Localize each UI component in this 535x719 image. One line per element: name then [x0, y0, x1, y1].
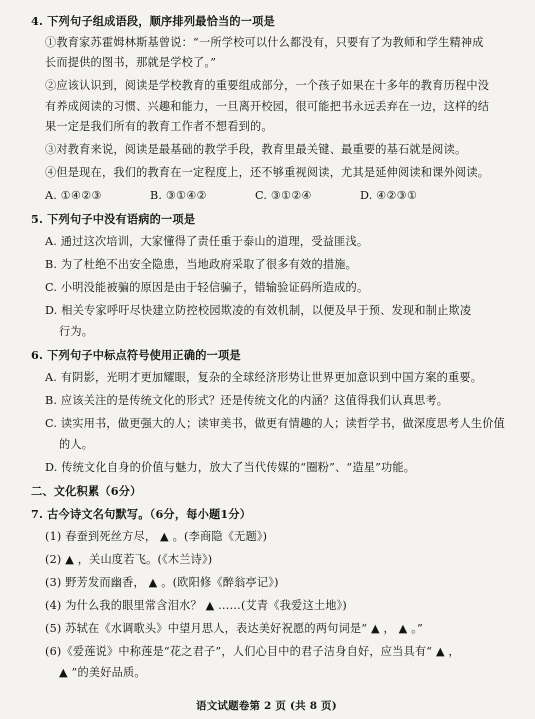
q4-option-c: C. ③①②④	[255, 189, 312, 202]
question-7-stem: 7. 古今诗文名句默写。（6分，每小题1分）	[31, 507, 252, 521]
q7-item-3: (3) 野芳发而幽香， ▲ 。(欧阳修《醉翁亭记》)	[45, 576, 279, 589]
q7-item-6-cont: ▲ ”的美好品质。	[59, 666, 146, 679]
section-2-title: 二、文化积累（6分）	[31, 484, 142, 498]
q5-option-a: A. 通过这次培训，大家懂得了责任重于泰山的道理，受益匪浅。	[45, 235, 369, 248]
q4-sentence-1: ①教育家苏霍姆林斯基曾说：“一所学校可以什么都没有，只要有了为教师和学生精神成	[45, 36, 484, 49]
q4-sentence-2: ②应该认识到，阅读是学校教育的重要组成部分，一个孩子如果在十多年的教育历程中没	[45, 79, 490, 92]
question-4-stem: 4. 下列句子组成语段，顺序排列最恰当的一项是	[31, 14, 275, 28]
q4-option-b: B. ③①④②	[150, 189, 207, 202]
q4-option-a: A. ①④②③	[45, 189, 102, 202]
page-footer: 语文试题卷第 2 页 (共 8 页)	[196, 700, 337, 712]
question-6-stem: 6. 下列句子中标点符号使用正确的一项是	[31, 348, 241, 362]
q7-item-1: (1) 春蚕到死丝方尽， ▲ 。(李商隐《无题》)	[45, 530, 268, 543]
q4-option-d: D. ④②③①	[360, 189, 418, 202]
q6-option-a: A. 有阴影，光明才更加耀眼，复杂的全球经济形势让世界更加意识到中国方案的重要。	[45, 371, 483, 384]
q4-sentence-1-cont: 长而提供的图书，那就是学校了。”	[45, 56, 217, 69]
q4-sentence-4: ④但是现在，我们的教育在一定程度上，还不够重视阅读，尤其是延伸阅读和课外阅读。	[45, 166, 490, 179]
q4-sentence-2-cont: 果一定是我们所有的教育工作者不想看到的。	[45, 120, 273, 133]
q7-item-6: (6)《爱莲说》中称莲是“花之君子”，人们心目中的君子洁身自好，应当具有“ ▲ ，	[45, 645, 460, 658]
q5-option-d-cont: 行为。	[59, 325, 94, 338]
q5-option-d: D. 相关专家呼吁尽快建立防控校园欺凌的有效机制，以便及早于预、发现和制止欺凌	[45, 304, 472, 317]
q7-item-2: (2) ▲ ，关山度若飞。(《木兰诗》)	[45, 553, 213, 566]
q5-option-b: B. 为了杜绝不出安全隐患，当地政府采取了很多有效的措施。	[45, 258, 358, 271]
q6-option-d: D. 传统文化自身的价值与魅力，放大了当代传媒的“圈粉”、“造星”功能。	[45, 461, 416, 474]
question-5-stem: 5. 下列句子中没有语病的一项是	[31, 212, 196, 226]
q4-sentence-3: ③对教育来说，阅读是最基础的教学手段，教育里最关键、最重要的基石就是阅读。	[45, 143, 467, 156]
q6-option-c-cont: 的人。	[59, 438, 94, 451]
q4-sentence-2-cont: 有养成阅读的习惯、兴趣和能力，一旦离开校园，很可能把书永远丢弃在一边，这样的结	[45, 100, 490, 113]
q7-item-4: (4) 为什么我的眼里常含泪水？ ▲ ……(艾青《我爱这土地》)	[45, 599, 347, 612]
q4-options	[45, 189, 465, 203]
q6-option-c: C. 读实用书，做更强大的人；读审美书，做更有情趣的人；读哲学书，做深度思考人生价值	[45, 417, 505, 430]
q6-option-b: B. 应该关注的是传统文化的形式？还是传统文化的内涵？这值得我们认真思考。	[45, 394, 449, 407]
q5-option-c: C. 小明没能被骗的原因是由于轻信骗子，错输验证码所造成的。	[45, 281, 369, 294]
q7-item-5: (5) 苏轼在《水调歌头》中望月思人，表达美好祝愿的两句词是“ ▲ ， ▲ 。”	[45, 622, 423, 635]
